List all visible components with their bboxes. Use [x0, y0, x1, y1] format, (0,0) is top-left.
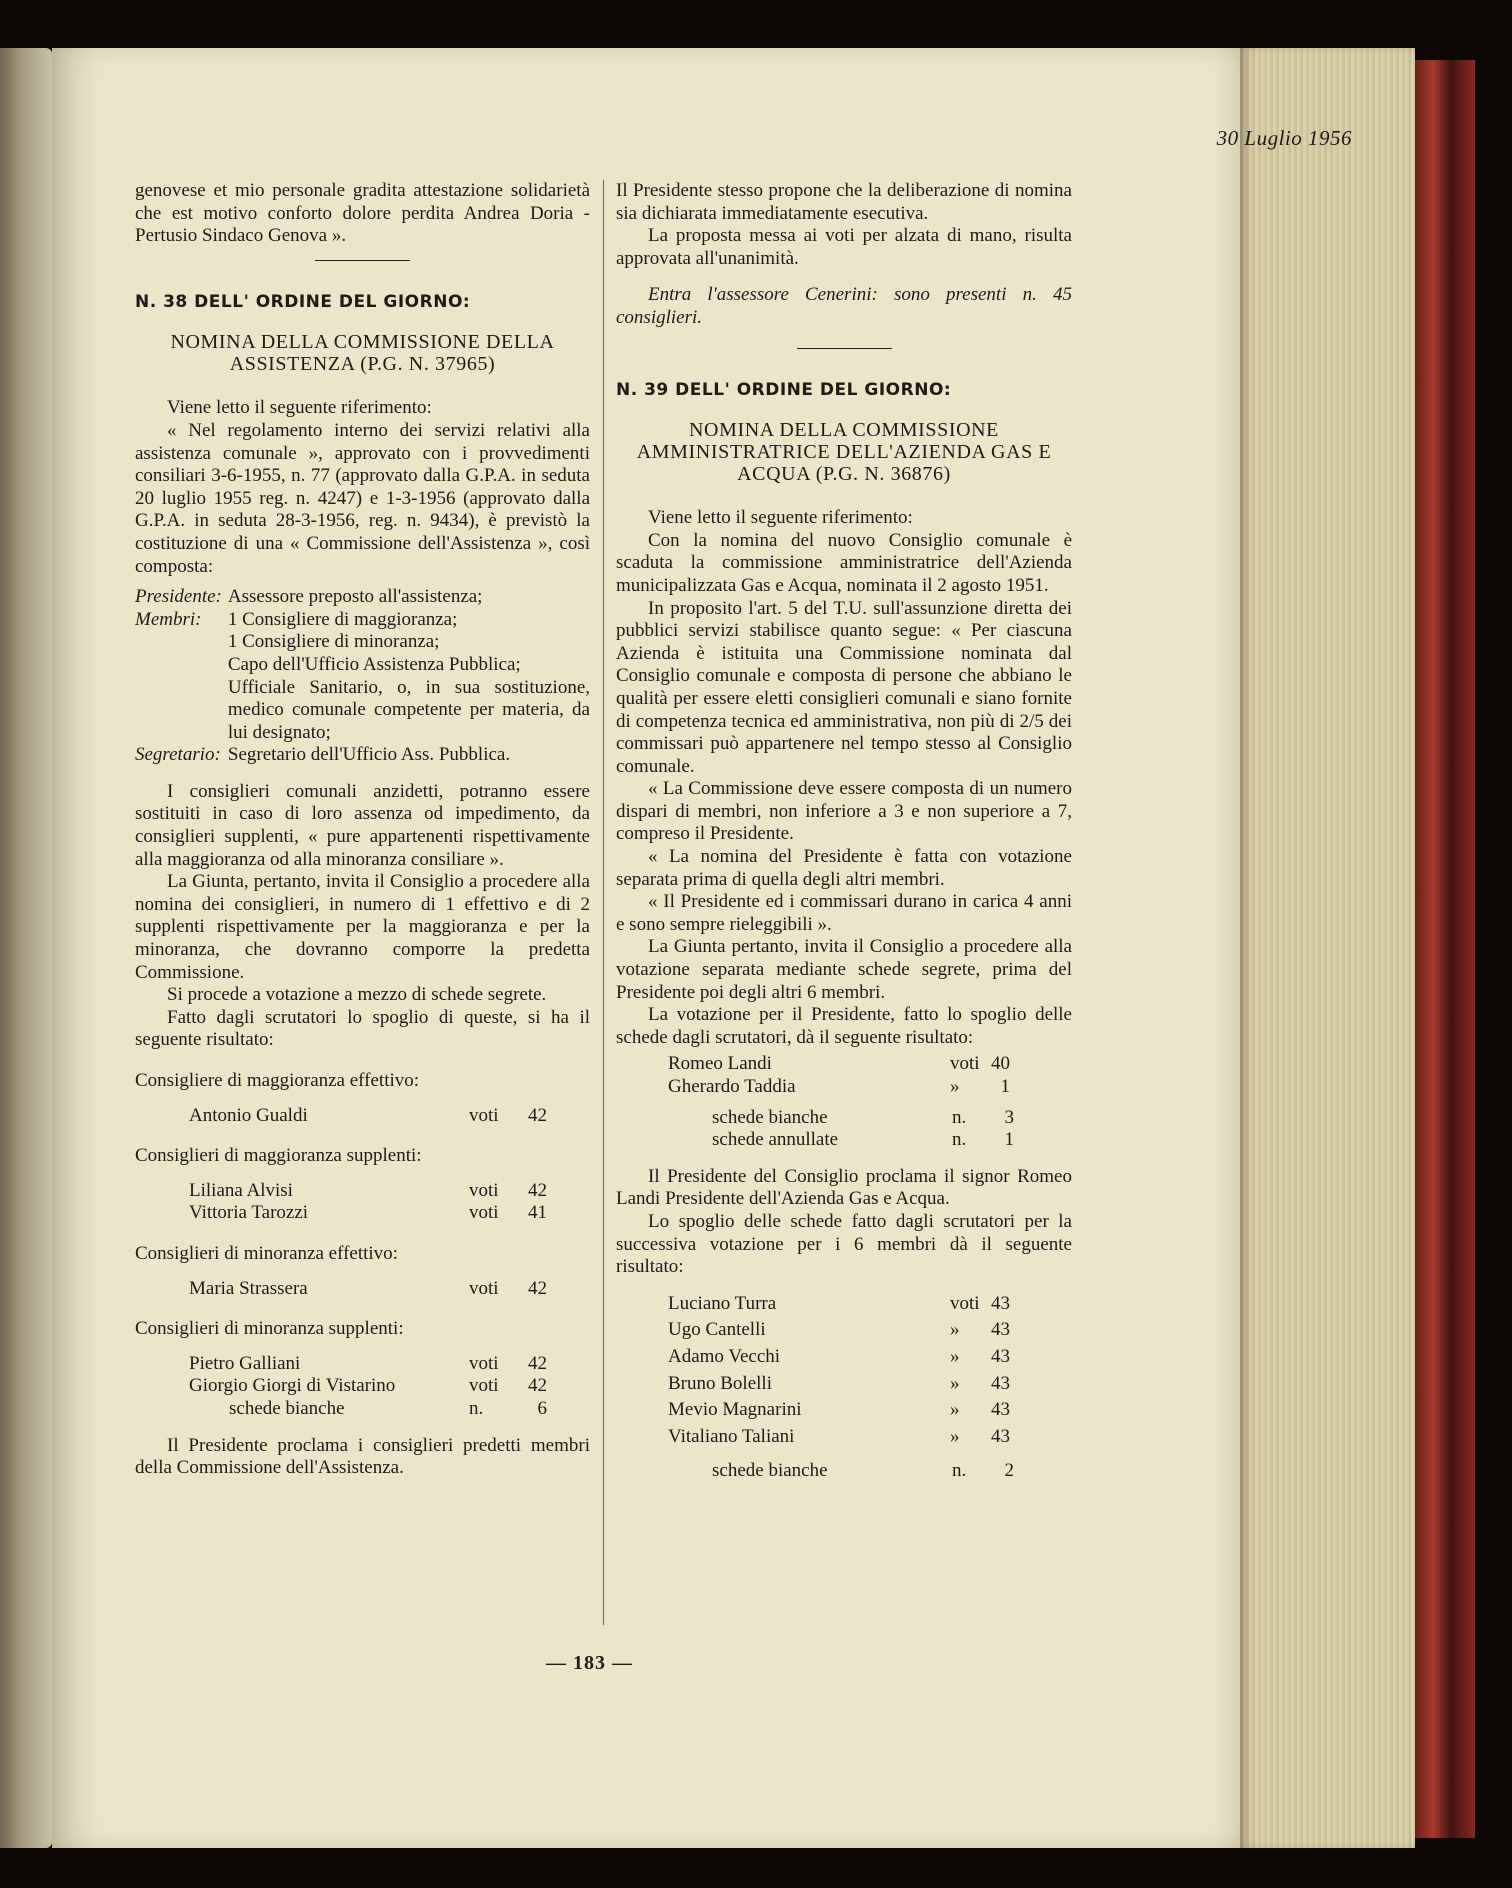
vote-mark: voti [469, 1104, 499, 1126]
vote-mark: voti [950, 1292, 980, 1314]
paragraph: Fatto dagli scrutatori lo spoglio di queste, si ha il seguente risultato: [135, 1006, 590, 1051]
paragraph: I consiglieri comunali anzidetti, potranno essere sostituiti in caso di loro assenza od impedimento, da consiglieri supplenti, « pure appartenenti rispettivamente alla maggioranza od alla minoranza consiliare ». [135, 780, 590, 870]
vote-row [668, 1426, 1072, 1449]
closing-paragraph: Il Presidente proclama i consiglieri predetti membri della Commissione dell'Assistenza. [135, 1434, 590, 1479]
role-label: Presidente: [135, 586, 222, 608]
candidate-name: Bruno Bolelli [668, 1372, 772, 1394]
spacer [668, 1099, 1072, 1107]
vote-group-heading: Consiglieri di minoranza supplenti: [135, 1318, 404, 1340]
vote-count: 43 [991, 1345, 1010, 1367]
vote-count: 41 [528, 1202, 547, 1224]
candidate-name: Gherardo Taddia [668, 1076, 796, 1097]
paragraph: Viene letto il seguente riferimento: [167, 397, 432, 419]
page-header-date: 30 Luglio 1956 [1216, 126, 1352, 150]
vote-count: 1 [1004, 1129, 1014, 1151]
vote-mark: voti [950, 1053, 980, 1075]
paragraph: « Il Presidente ed i commissari durano in carica 4 anni e sono sempre rieleggibili ». [616, 891, 1072, 935]
paragraph: « La nomina del Presidente è fatta con votazione separata prima di quella degli altri membri. [616, 846, 1072, 890]
vote-mark: voti [469, 1277, 499, 1299]
role-spacer [135, 631, 222, 654]
vote-count: 43 [991, 1399, 1010, 1421]
paragraph: La proposta messa ai voti per alzata di mano, risulta approvata all'unanimità. [616, 225, 1072, 269]
vote-table [135, 1353, 590, 1421]
vote-count: 42 [528, 1179, 547, 1201]
candidate-name: Luciano Turra [668, 1292, 777, 1314]
section-rule [797, 348, 892, 349]
vote-row [189, 1278, 590, 1301]
vote-mark: voti [469, 1202, 499, 1224]
section-title: NOMINA DELLA COMMISSIONE AMMINISTRATRICE DELL'AZIENDA GAS E ACQUA (P.G. N. 36876) [636, 419, 1052, 486]
candidate-name: Liliana Alvisi [189, 1179, 293, 1201]
paragraph: In proposito l'art. 5 del T.U. sull'assunzione diretta dei pubblici servizi stabilisce quanto segue: « Per ciascuna Azienda è istituita una Commissione nominata dal Consiglio comunale e composta di persone che abbiano le qualità per essere eletti consiglieri comunali e siano fornite di competenza tecnica ed amministrativa, non più di 2/5 dei commissari può appartenere nel tempo stesso al Consiglio comunale. [616, 597, 1072, 777]
vote-row [668, 1399, 1072, 1422]
left-column [135, 180, 590, 1480]
candidate-name: Mevio Magnarini [668, 1399, 802, 1421]
paragraph: « La Commissione deve essere composta di un numero dispari di membri, non inferiore a 3 e non superiore a 7, compreso il Presidente. [616, 778, 1072, 845]
role-label: Membri: [135, 608, 202, 630]
paragraph: « Nel regolamento interno dei servizi relativi alla assistenza comunale », approvato con i provvedimenti consiliari 3-6-1955, n. 77 (approvato dalla G.P.A. in seduta 20 luglio 1955 reg. n. 4247) e 1-3-1956 (approvato dalla G.P.A. in seduta 28-3-1956, reg. n. 9434), è previstò la costituzione di una « Commissione dell'Assistenza », così composta: [135, 419, 590, 577]
intro-paragraph: genovese et mio personale gradita attestazione solidarietà che est motivo conforto dolore perdita Andrea Doria - Pertusio Sindaco Genova ». [135, 180, 590, 247]
blank-ballots-row [189, 1398, 590, 1421]
vote-row [189, 1105, 590, 1128]
paragraph: La Giunta pertanto, invita il Consiglio a procedere alla votazione separata mediante schede segrete, prima del Presidente poi degli altri 6 membri. [616, 936, 1072, 1003]
candidate-name: Vitaliano Taliani [668, 1425, 795, 1447]
column-divider [603, 180, 604, 1625]
attendance-note: Entra l'assessore Cenerini: sono presenti n. 45 consiglieri. [616, 284, 1072, 328]
role-value: Assessore preposto all'assistenza; [227, 586, 483, 608]
book-cover-edge [1415, 60, 1475, 1838]
vote-count: 43 [991, 1292, 1010, 1314]
vote-mark: n. [952, 1460, 967, 1482]
paragraph: Si procede a votazione a mezzo di schede segrete. [167, 984, 547, 1006]
candidate-name: Ugo Cantelli [668, 1319, 766, 1341]
vote-count: 43 [991, 1425, 1010, 1447]
paragraph: Il Presidente del Consiglio proclama il signor Romeo Landi Presidente dell'Azienda Gas e Acqua. [616, 1165, 1072, 1210]
paragraph: La votazione per il Presidente, fatto lo spoglio delle schede dagli scrutatori, dà il seguente risultato: [616, 1004, 1072, 1048]
vote-row [668, 1319, 1072, 1342]
vote-table [135, 1180, 590, 1225]
vote-mark: voti [469, 1352, 499, 1374]
candidate-name: Pietro Galliani [189, 1352, 301, 1374]
commission-composition [135, 586, 590, 767]
vote-row [189, 1202, 590, 1225]
role-spacer [135, 677, 222, 745]
role-value: 1 Consigliere di minoranza; [227, 631, 440, 653]
paragraph: Viene letto il seguente riferimento: [648, 507, 913, 529]
right-column [616, 180, 1072, 1483]
role-spacer [135, 654, 222, 677]
vote-mark: n. [952, 1129, 967, 1151]
void-ballots-row [668, 1129, 1072, 1152]
vote-count: 42 [528, 1104, 547, 1126]
vote-count: 3 [1004, 1106, 1014, 1128]
spacer [616, 270, 1072, 284]
blank-ballots-row [668, 1107, 1072, 1130]
vote-count: 40 [991, 1053, 1010, 1075]
vote-table [135, 1105, 590, 1128]
vote-count: 42 [528, 1277, 547, 1299]
blank-ballots-label: schede bianche [712, 1460, 828, 1482]
member-vote-table [616, 1293, 1072, 1483]
spacer [135, 767, 590, 781]
candidate-name: Adamo Vecchi [668, 1345, 781, 1367]
vote-mark: voti [469, 1179, 499, 1201]
role-value: Capo dell'Ufficio Assistenza Pubblica; [227, 653, 521, 675]
vote-row [668, 1076, 1072, 1099]
president-vote-table [616, 1053, 1072, 1151]
vote-group-heading: Consigliere di maggioranza effettivo: [135, 1070, 420, 1091]
vote-mark: » [950, 1372, 960, 1394]
spacer [135, 1421, 590, 1435]
vote-count: 43 [991, 1319, 1010, 1341]
vote-group-heading: Consiglieri di minoranza effettivo: [135, 1242, 398, 1264]
role-value: 1 Consigliere di maggioranza; [227, 608, 458, 630]
vote-mark: n. [469, 1397, 484, 1419]
ordine-heading: N. 39 DELL' ORDINE DEL GIORNO: [616, 379, 952, 400]
role-value: Ufficiale Sanitario, o, in sua sostituzione, medico comunale competente per materia, da lui designato; [227, 676, 590, 743]
vote-row [668, 1053, 1072, 1076]
section-rule [315, 260, 410, 261]
paragraph: Lo spoglio delle schede fatto dagli scrutatori per la successiva votazione per i 6 membri dà il seguente risultato: [616, 1210, 1072, 1278]
paragraph: Il Presidente stesso propone che la deliberazione di nomina sia dichiarata immediatamente esecutiva. [616, 180, 1072, 224]
void-ballots-label: schede annullate [712, 1129, 839, 1151]
section-title: NOMINA DELLA COMMISSIONE DELLA ASSISTENZA (P.G. N. 37965) [170, 331, 555, 376]
vote-mark: » [950, 1399, 960, 1421]
role-value: Segretario dell'Ufficio Ass. Pubblica. [227, 744, 511, 766]
facing-page-edge [0, 48, 52, 1848]
page-number: — 183 — [546, 1652, 633, 1674]
ordine-heading: N. 38 DELL' ORDINE DEL GIORNO: [135, 291, 471, 312]
candidate-name: Romeo Landi [668, 1053, 772, 1075]
vote-row [189, 1180, 590, 1203]
blank-ballots-label: schede bianche [712, 1106, 828, 1128]
spacer [616, 1152, 1072, 1166]
blank-ballots-row [668, 1460, 1072, 1483]
page-stack-edge [1240, 48, 1415, 1848]
vote-row [668, 1293, 1072, 1316]
role-label: Segretario: [135, 744, 221, 766]
vote-count: 2 [1004, 1460, 1014, 1482]
candidate-name: Vittoria Tarozzi [189, 1202, 309, 1224]
spacer [668, 1452, 1072, 1460]
vote-group-heading: Consiglieri di maggioranza supplenti: [135, 1145, 422, 1167]
vote-mark: » [950, 1076, 960, 1097]
vote-mark: » [950, 1345, 960, 1367]
vote-mark: voti [469, 1375, 499, 1397]
vote-count: 6 [537, 1397, 547, 1419]
vote-row [189, 1353, 590, 1376]
vote-row [668, 1373, 1072, 1396]
vote-count: 43 [991, 1372, 1010, 1394]
spacer [135, 578, 590, 586]
vote-count: 1 [1000, 1076, 1010, 1097]
candidate-name: Maria Strassera [189, 1277, 308, 1299]
vote-mark: n. [952, 1106, 967, 1128]
paragraph: La Giunta, pertanto, invita il Consiglio a procedere alla nomina dei consiglieri, in numero di 1 effettivo e di 2 supplenti rispettivamente per la maggioranza e per la minoranza, che dovranno comporre la predetta Commissione. [135, 871, 590, 983]
vote-mark: » [950, 1425, 960, 1447]
vote-row [668, 1346, 1072, 1369]
vote-count: 42 [528, 1352, 547, 1374]
candidate-name: Giorgio Giorgi di Vistarino [189, 1375, 396, 1397]
vote-count: 42 [528, 1375, 547, 1397]
candidate-name: Antonio Gualdi [189, 1104, 308, 1126]
vote-table [135, 1278, 590, 1301]
paragraph: Con la nomina del nuovo Consiglio comunale è scaduta la commissione amministratrice dell'Azienda municipalizzata Gas e Acqua, nominata il 2 agosto 1951. [616, 529, 1072, 596]
vote-row [189, 1375, 590, 1398]
vote-mark: » [950, 1319, 960, 1341]
blank-ballots-label: schede bianche [229, 1397, 345, 1419]
